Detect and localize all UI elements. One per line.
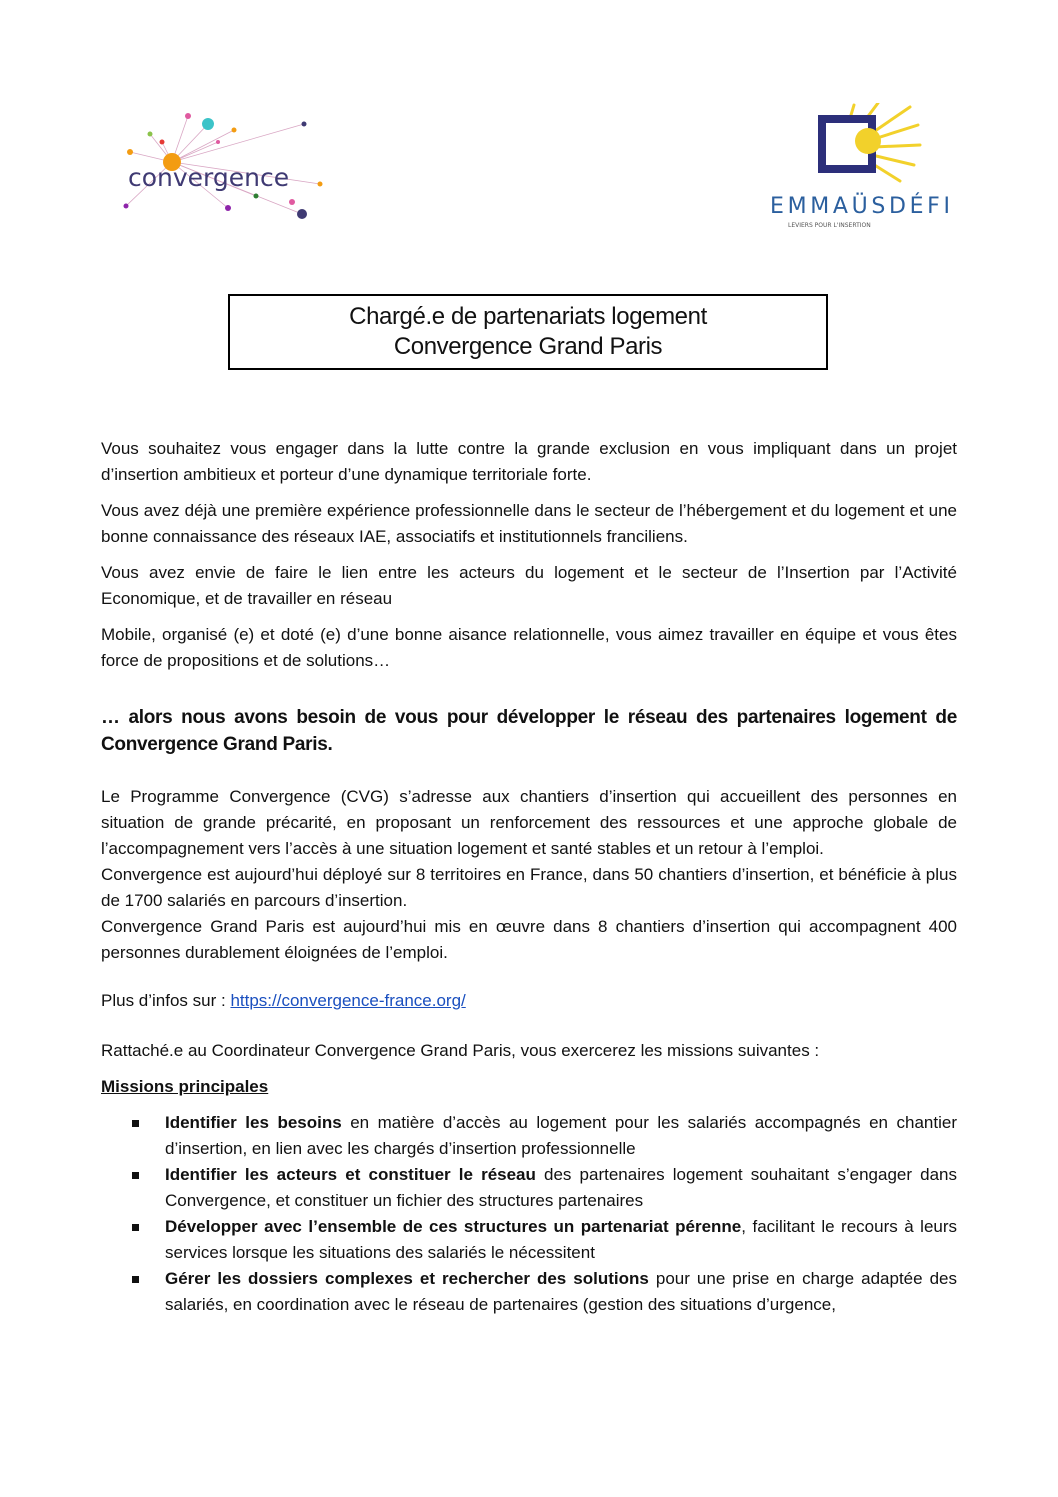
- lead-statement: … alors nous avons besoin de vous pour développer le réseau des partenaires logement de Convergence Grand Paris.: [101, 707, 957, 755]
- mission-item: [165, 1110, 957, 1162]
- mission-item: [165, 1266, 957, 1318]
- missions-list: [101, 1110, 957, 1318]
- job-location: Convergence Grand Paris: [393, 333, 663, 360]
- emmaus-defi-logo-text: EMMAÜSDÉFI: [770, 194, 950, 219]
- website-link[interactable]: https://convergence-france.org/: [230, 991, 466, 1010]
- mission-item: [165, 1162, 957, 1214]
- program-paragraph-1: Le Programme Convergence (CVG) s’adresse aux chantiers d’insertion qui accueillent des personnes en situation de grande précarité, en proposant un renforcement des ressources et une approche globale de l’accompagnement vers l’accès à une situation logement et santé stables et un retour à l’emploi.: [101, 787, 957, 858]
- mission-item-text: , facilitant le recours à leurs services lorsque les situations des salariés le nécessitent: [165, 1217, 958, 1262]
- mission-item-bold: Identifier les acteurs et constituer le réseau: [165, 1165, 536, 1184]
- mission-item-bold: Identifier les besoins: [165, 1113, 342, 1132]
- convergence-logo: [108, 110, 333, 230]
- intro-paragraph-1: Vous souhaitez vous engager dans la lutte contre la grande exclusion en vous impliquant dans un projet d’insertion ambitieux et porteur d’une dynamique territoriale forte.: [101, 439, 957, 484]
- convergence-logo-text: convergence: [128, 163, 290, 192]
- intro-paragraph-2: Vous avez déjà une première expérience professionnelle dans le secteur de l’hébergement et du logement et une bonne connaissance des réseaux IAE, associatifs et institutionnels franciliens.: [101, 501, 957, 546]
- more-info-label: Plus d’infos sur :: [101, 991, 231, 1010]
- mission-item-text: en matière d’accès au logement pour les salariés accompagnés en chantier d’insertion, en lien avec les chargés d’insertion professionnelle: [165, 1113, 957, 1158]
- job-title: Chargé.e de partenariats logement: [349, 303, 707, 330]
- intro-paragraph-4: Mobile, organisé (e) et doté (e) d’une bonne aisance relationnelle, vous aimez travailler en équipe et vous êtes force de propositions et de solutions…: [101, 625, 957, 670]
- more-info: [101, 988, 957, 1014]
- intro-paragraph-3: Vous avez envie de faire le lien entre les acteurs du logement et le secteur de l’Insertion par l’Activité Economique, et de travailler en réseau: [101, 563, 957, 608]
- mission-item-text: des partenaires logement souhaitant s’engager dans Convergence, et constituer un fichier des structures partenaires: [165, 1165, 957, 1210]
- program-paragraph-3: Convergence Grand Paris est aujourd’hui mis en œuvre dans 8 chantiers d’insertion qui accompagnent 400 personnes durablement éloignées de l’emploi.: [101, 917, 957, 962]
- job-description: [101, 436, 957, 1318]
- job-title-box: [228, 294, 828, 370]
- mission-item: [165, 1214, 957, 1266]
- emmaus-defi-tagline: LEVIERS POUR L'INSERTION: [788, 222, 871, 229]
- mission-item-bold: Gérer les dossiers complexes et rechercher des solutions: [165, 1269, 649, 1288]
- mission-item-bold: Développer avec l’ensemble de ces structures un partenariat pérenne: [165, 1217, 742, 1236]
- missions-heading: Missions principales: [101, 1077, 269, 1096]
- mission-item-text: pour une prise en charge adaptée des salariés, en coordination avec le réseau de partenaires (gestion des situations d’urgence,: [165, 1269, 958, 1314]
- program-paragraph-2: Convergence est aujourd’hui déployé sur 8 territoires en France, dans 50 chantiers d’insertion, et bénéficie à plus de 1700 salariés en parcours d’insertion.: [101, 865, 957, 910]
- emmaus-defi-logo: [760, 103, 960, 233]
- attachment-statement: Rattaché.e au Coordinateur Convergence Grand Paris, vous exercerez les missions suivantes :: [101, 1041, 820, 1060]
